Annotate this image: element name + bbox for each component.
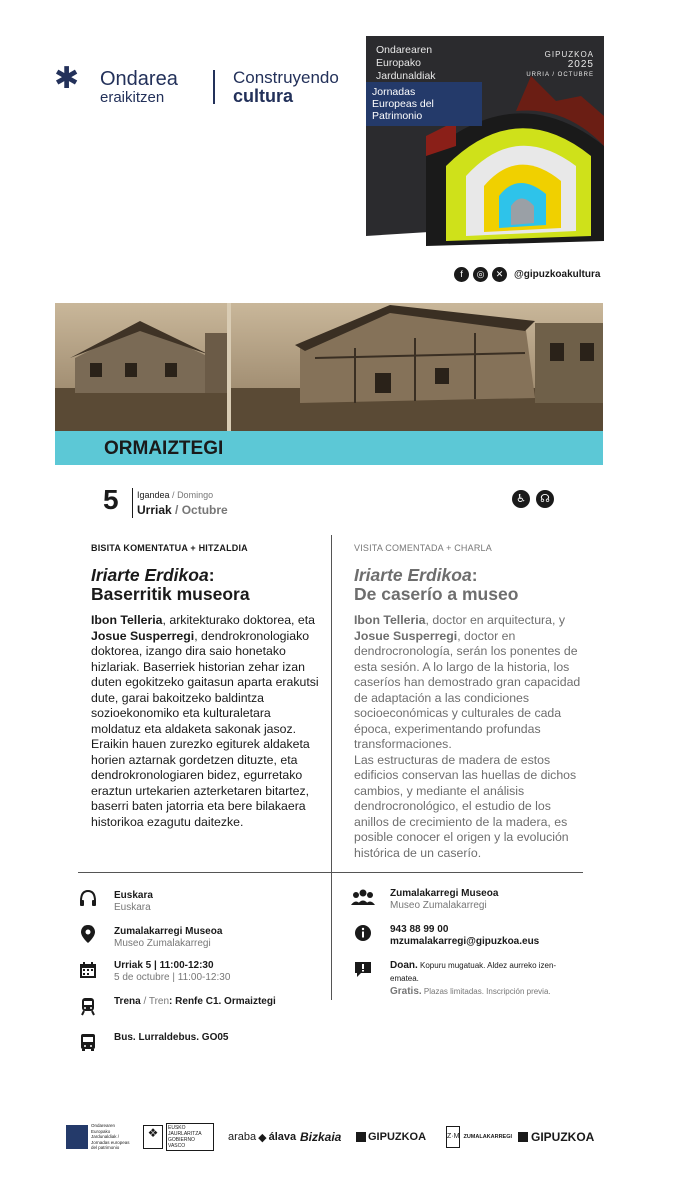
footer-logo-jornadas: Ondarearen Europako Jardunaldiak / Jornadas europeas del patrimonio bbox=[66, 1122, 136, 1152]
place-es: Museo Zumalakarregi bbox=[114, 938, 211, 949]
brand-line2: eraikitzen bbox=[100, 89, 165, 106]
place-eu: Zumalakarregi Museoa bbox=[114, 926, 223, 937]
date-separator bbox=[132, 488, 133, 518]
location-title: ORMAIZTEGI bbox=[104, 438, 224, 459]
gipuzkoa-emblem-icon bbox=[356, 1132, 366, 1142]
brand-line1: Ondarea bbox=[100, 68, 178, 90]
historic-farmhouse-photo bbox=[55, 303, 603, 431]
x-twitter-icon[interactable]: ✕ bbox=[492, 267, 507, 282]
time-eu: Urriak 5 | 11:00-12:30 bbox=[114, 960, 214, 971]
people-group-icon bbox=[350, 888, 376, 913]
organizer-es: Museo Zumalakarregi bbox=[390, 900, 487, 911]
gipuzkoa-emblem-icon bbox=[518, 1132, 528, 1142]
title-es: Iriarte Erdikoa: De caserío a museo bbox=[354, 565, 519, 604]
poster-title: Ondarearen Europako Jardunaldiak bbox=[376, 44, 436, 82]
phone[interactable]: 943 88 99 00 bbox=[390, 924, 449, 935]
organizer-eu: Zumalakarregi Museoa bbox=[390, 888, 499, 899]
footer-logo-zumalakarregi: Z·M ZUMALAKARREGI bbox=[446, 1122, 512, 1152]
calendar-icon bbox=[78, 960, 98, 985]
info-icon bbox=[354, 924, 372, 947]
time-es: 5 de octubre | 11:00-12:30 bbox=[114, 972, 231, 983]
brand-line3: Construyendo bbox=[233, 68, 339, 87]
footer-logo-araba: araba ◆ álava bbox=[228, 1131, 297, 1144]
hearing-loop-icon: ☊ bbox=[536, 490, 554, 508]
description-eu: Ibon Telleria, arkitekturako doktorea, eta Josue Susperregi, dendrokronologiako doktorea, izango dira saio honetako hizlariak. Baserriek historian zehar izan duten egokitzeko gaitasun aparta erakutsi dute, garai bakoitzeko baldintza sozioekonomiko eta kulturaletara moldatuz eta aldaketa sakonak jasoz. Eraikin hauen zurezko egiturek aldaketa horien aztarnak gordetzen dituzte, eta dendrokronologiaren bidez, egurretako eraztun urtekarien azterketaren bitartez, baserri baten jatorria eta bere bilakaera historikoa ezagutu daitezke. bbox=[91, 613, 319, 829]
email[interactable]: mzumalakarregi@gipuzkoa.eus bbox=[390, 936, 540, 947]
footer-logo-gipuzkoa-2: GIPUZKOA bbox=[518, 1122, 598, 1152]
facebook-icon[interactable]: f bbox=[454, 267, 469, 282]
title-eu: Iriarte Erdikoa: Baserritik museora bbox=[91, 565, 250, 604]
eu-flag-icon bbox=[66, 1125, 88, 1149]
access-note: Doan. Kopuru mugatuak. Aldez aurreko izen-ematea. Gratis. Plazas limitadas. Inscripción previa. bbox=[390, 960, 557, 997]
language-es: Euskara bbox=[114, 902, 151, 913]
event-poster bbox=[366, 36, 604, 263]
footer-logo-gipuzkoa: GIPUZKOA bbox=[356, 1122, 428, 1152]
poster-subtitle-box: Jornadas Europeas del Patrimonio bbox=[366, 82, 482, 126]
subheading-eu: BISITA KOMENTATUA + HITZALDIA bbox=[91, 543, 248, 553]
shield-icon: ❖ bbox=[143, 1125, 163, 1149]
wheelchair-icon: ♿ bbox=[512, 490, 530, 508]
note-speech-icon bbox=[354, 960, 372, 983]
footer-logo-gobierno-vasco: ❖ EUSKO JAURLARITZA GOBIERNO VASCO bbox=[143, 1122, 215, 1152]
brand-line4: cultura bbox=[233, 86, 294, 106]
location-pin-icon bbox=[78, 924, 98, 949]
description-es: Ibon Telleria, doctor en arquitectura, y Josue Susperregi, doctor en dendrocronología, serán los ponentes de esta sesión. A lo largo de la historia, los caseríos han demostrado gran capacidad de adaptación a las condiciones socioeconómicas y culturales de cada época, experimentando profundas transformaciones. Las estructuras de madera de estos edificios conservan las huellas de dichos cambios, y mediante el análisis dendrocronológico, el estudio de los anillos de crecimiento de la madera, es posible conocer el origen y la evolución histórica de un caserío. bbox=[354, 613, 581, 860]
social-links bbox=[454, 267, 600, 282]
month: Urriak / Octubre bbox=[137, 503, 228, 517]
info-divider bbox=[78, 872, 583, 873]
train-info: Trena / Tren: Renfe C1. Ormaiztegi bbox=[114, 996, 276, 1007]
language-eu: Euskara bbox=[114, 890, 153, 901]
subheading-es: VISITA COMENTADA + CHARLA bbox=[354, 543, 492, 553]
headphones-icon bbox=[78, 888, 98, 913]
footer-logo-bizkaia: Bizkaia bbox=[300, 1130, 342, 1144]
instagram-icon[interactable]: ◎ bbox=[473, 267, 488, 282]
brand-separator bbox=[213, 70, 215, 104]
event-day: 5 bbox=[103, 484, 119, 515]
accessibility-icons bbox=[512, 490, 554, 508]
weekday: Igandea / Domingo bbox=[137, 490, 214, 500]
bus-info: Bus. Lurraldebus. GO05 bbox=[114, 1032, 229, 1043]
train-icon bbox=[78, 996, 98, 1021]
asterisk-logo-icon: ✱ bbox=[54, 62, 80, 95]
bus-icon bbox=[78, 1032, 98, 1057]
social-handle[interactable]: @gipuzkoakultura bbox=[514, 269, 601, 280]
column-divider bbox=[331, 535, 332, 1000]
poster-gipuzkoa: GIPUZKOA 2025 URRIA / OCTUBRE bbox=[526, 50, 594, 78]
